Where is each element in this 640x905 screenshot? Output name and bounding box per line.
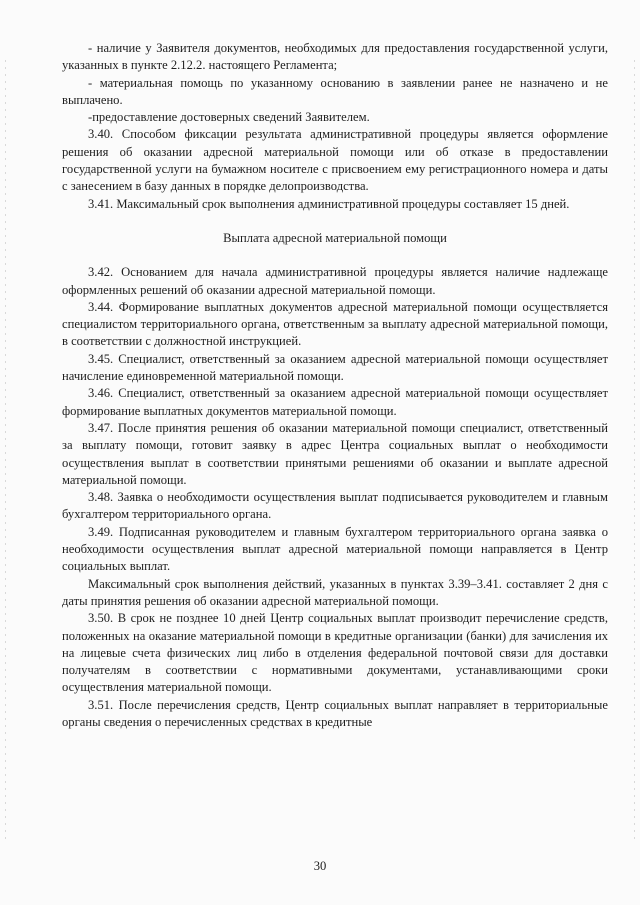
paragraph-list-item: - наличие у Заявителя документов, необходимых для предоставления государственной услуги, указанных в пункте 2.12.2. настоящего Регламента;	[62, 41, 608, 73]
document-body	[62, 40, 608, 731]
paragraph-3-51: 3.51. После перечисления средств, Центр социальных выплат направляет в территориальные органы сведения о перечисленных средствах в кредитные	[62, 697, 608, 729]
paragraph-list-item: -предоставление достоверных сведений Заявителем.	[88, 110, 370, 125]
paragraph-3-47: 3.47. После принятия решения об оказании материальной помощи специалист, ответственный за выплату помощи, готовит заявку в адрес Центра социальных выплат о необходимости осуществления выплат в соответствии принятыми решениями об оказании и выплате адресной материальной помощи.	[62, 420, 608, 487]
paragraph-3-48: 3.48. Заявка о необходимости осуществления выплат подписывается руководителем и главным бухгалтером территориального органа.	[62, 490, 608, 522]
paragraph-list-item: - материальная помощь по указанному основанию в заявлении ранее не назначено и не выплачено.	[62, 75, 608, 107]
paragraph-3-42: 3.42. Основанием для начала административной процедуры является наличие надлежаще оформленных решений об оказании адресной материальной помощи.	[62, 265, 608, 297]
paragraph-max-term: Максимальный срок выполнения действий, указанных в пунктах 3.39–3.41. составляет 2 дня с даты принятия решения об оказании адресной материальной помощи.	[62, 576, 608, 608]
section-heading: Выплата адресной материальной помощи	[223, 230, 447, 245]
paragraph-3-41: 3.41. Максимальный срок выполнения административной процедуры составляет 15 дней.	[88, 196, 570, 211]
paragraph-3-50: 3.50. В срок не позднее 10 дней Центр социальных выплат производит перечисление средств, положенных на оказание материальной помощи в кредитные организации (банки) для зачисления их на лицевые счета физических лиц либо в отделения федеральной почтовой связи для доставки получателям в соответствии с нормативными документами, устанавливающими сроки осуществления материальной помощи.	[62, 611, 608, 695]
paragraph-3-40: 3.40. Способом фиксации результата административной процедуры является оформление решения об оказании адресной материальной помощи или об отказе в предоставлении государственной услуги на бумажном носителе с присвоением ему регистрационного номера и даты с занесением в базу данных в порядке делопроизводства.	[62, 127, 608, 194]
paragraph-3-45: 3.45. Специалист, ответственный за оказанием адресной материальной помощи осуществляет начисление единовременной материальной помощи.	[62, 351, 608, 384]
paragraph-3-44: 3.44. Формирование выплатных документов адресной материальной помощи осуществляется специалистом территориального органа, ответственным за выплату адресной материальной помощи, в соответствии с должностной инструкцией.	[62, 299, 608, 349]
paragraph-3-49: 3.49. Подписанная руководителем и главным бухгалтером территориального органа заявка о необходимости осуществления выплат адресной материальной помощи направляется в Центр социальных выплат.	[62, 524, 608, 574]
scan-edge-right	[634, 60, 635, 840]
paragraph-3-46: 3.46. Специалист, ответственный за оказанием адресной материальной помощи осуществляет формирование выплатных документов материальной помощи.	[62, 386, 608, 418]
scan-edge-left	[5, 60, 6, 840]
page-number: 30	[313, 859, 327, 873]
